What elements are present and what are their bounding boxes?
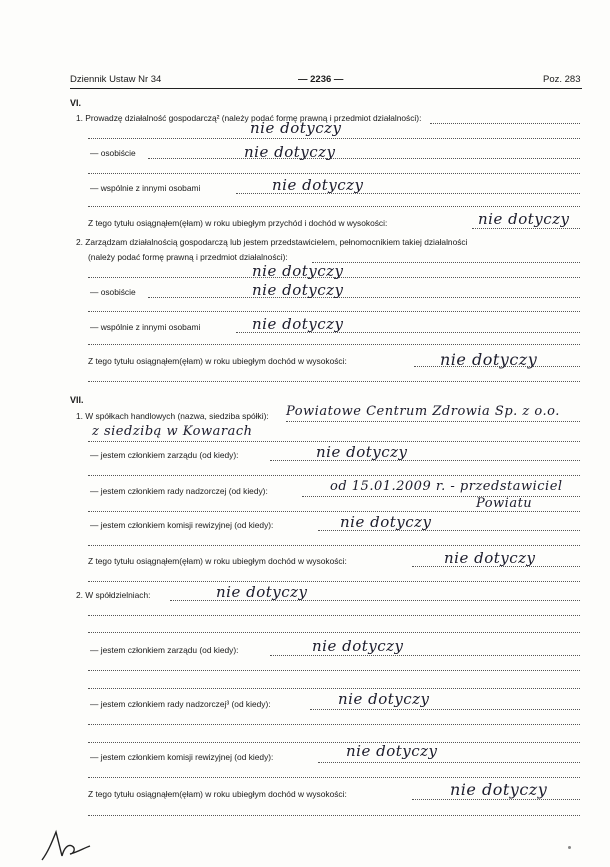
vi-1-income-answer: nie dotyczy [478, 210, 570, 228]
dotted-line [88, 545, 580, 546]
dotted-line [88, 511, 580, 512]
dotted-line [88, 344, 580, 345]
vii-1-income-answer: nie dotyczy [444, 549, 536, 567]
vi-1-osobiscie-answer: nie dotyczy [244, 143, 336, 161]
vii-1-rada-label: — jestem członkiem rady nadzorczej (od kiedy): [90, 486, 268, 496]
vi-1-wspolnie-label: — wspólnie z innymi osobami [90, 183, 201, 193]
header-rule [70, 88, 582, 89]
dotted-line [88, 724, 580, 725]
signature-mark [38, 826, 98, 864]
vii-1-rada-answer-line2: Powiatu [476, 496, 533, 511]
vi-2-osobiscie-answer: nie dotyczy [252, 281, 344, 299]
dotted-line [310, 709, 580, 710]
vii-2-zarzad-answer: nie dotyczy [312, 637, 404, 655]
dotted-line [88, 777, 580, 778]
dotted-line [88, 615, 580, 616]
dotted-line [88, 632, 580, 633]
dotted-line [472, 228, 580, 229]
dotted-line [88, 441, 580, 442]
dotted-line [88, 173, 580, 174]
dotted-line [88, 381, 580, 382]
vi-1-label: 1. Prowadzę działalność gospodarczą² (należy podać formę prawną i przedmiot działalności): [76, 113, 422, 123]
scan-speck [568, 846, 571, 849]
dotted-line [302, 496, 580, 497]
dotted-line [88, 581, 580, 582]
dotted-line [430, 123, 580, 124]
dotted-line [88, 475, 580, 476]
dotted-line [286, 421, 580, 422]
vii-1-rada-answer-line1: od 15.01.2009 r. - przedstawiciel [330, 479, 563, 494]
vii-2-rada-answer: nie dotyczy [338, 690, 430, 708]
section-vii-title: VII. [70, 395, 84, 405]
vii-2-label: 2. W spółdzielniach: [76, 590, 151, 600]
dotted-line [318, 762, 580, 763]
vii-2-income-label: Z tego tytułu osiągnąłem(ęłam) w roku ubiegłym dochód w wysokości: [88, 789, 347, 799]
page-number: — 2236 — [298, 74, 344, 85]
section-vi-title: VI. [70, 98, 82, 108]
dotted-line [88, 206, 580, 207]
dotted-line [270, 655, 580, 656]
vii-1-zarzad-answer: nie dotyczy [316, 443, 408, 461]
dotted-line [148, 297, 580, 298]
vi-2-label-line2: (należy podać formę prawną i przedmiot działalności): [88, 252, 288, 262]
vi-1-answer: nie dotyczy [250, 119, 342, 137]
dotted-line [148, 158, 580, 159]
dotted-line [88, 742, 580, 743]
vii-2-komisja-label: — jestem członkiem komisji rewizyjnej (od kiedy): [90, 752, 274, 762]
vii-2-answer: nie dotyczy [216, 583, 308, 601]
vi-1-income-label: Z tego tytułu osiągnąłem(ęłam) w roku ubiegłym przychód i dochód w wysokości: [88, 218, 388, 228]
journal-title: Dziennik Ustaw Nr 34 [70, 74, 162, 85]
vii-2-income-answer: nie dotyczy [450, 780, 548, 799]
vii-1-company-line2: z siedzibą w Kowarach [92, 424, 253, 439]
position-number: Poz. 283 [543, 74, 581, 85]
vii-1-komisja-answer: nie dotyczy [340, 513, 432, 531]
dotted-line [412, 799, 580, 800]
dotted-line [88, 670, 580, 671]
dotted-line [88, 688, 580, 689]
dotted-line [88, 138, 580, 139]
vi-2-label-line1: 2. Zarządzam działalnością gospodarczą lub jestem przedstawicielem, pełnomocnikiem takiej działalności [76, 237, 468, 247]
vii-2-zarzad-label: — jestem członkiem zarządu (od kiedy): [90, 645, 239, 655]
vi-1-wspolnie-answer: nie dotyczy [272, 176, 364, 194]
vi-2-wspolnie-label: — wspólnie z innymi osobami [90, 322, 201, 332]
vii-1-label: 1. W spółkach handlowych (nazwa, siedziba spółki): [76, 411, 269, 421]
vii-1-income-label: Z tego tytułu osiągnąłem(ęłam) w roku ubiegłym dochód w wysokości: [88, 556, 347, 566]
vii-2-komisja-answer: nie dotyczy [346, 742, 438, 760]
dotted-line [88, 815, 580, 816]
vi-2-osobiscie-label: — osobiście [90, 287, 136, 297]
vii-2-rada-label: — jestem członkiem rady nadzorczej³ (od kiedy): [90, 699, 271, 709]
vi-2-income-answer: nie dotyczy [440, 350, 538, 369]
dotted-line [312, 262, 580, 263]
dotted-line [88, 311, 580, 312]
vi-2-wspolnie-answer: nie dotyczy [252, 315, 344, 333]
vi-2-income-label: Z tego tytułu osiągnąłem(ęłam) w roku ubiegłym dochód w wysokości: [88, 356, 347, 366]
vii-1-company-line1: Powiatowe Centrum Zdrowia Sp. z o.o. [286, 404, 560, 419]
vii-1-zarzad-label: — jestem członkiem zarządu (od kiedy): [90, 450, 239, 460]
vi-2-answer: nie dotyczy [252, 262, 344, 280]
vi-1-osobiscie-label: — osobiście [90, 148, 136, 158]
vii-1-komisja-label: — jestem członkiem komisji rewizyjnej (od kiedy): [90, 520, 274, 530]
